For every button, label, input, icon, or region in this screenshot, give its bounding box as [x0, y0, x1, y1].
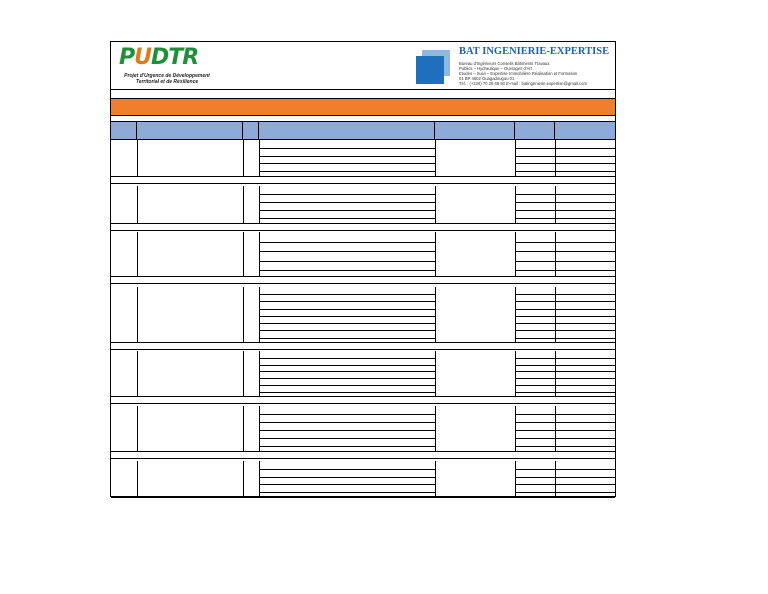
pudtr-tagline-2: Territorial et de Résilience	[135, 79, 199, 85]
table-row	[515, 358, 615, 359]
table-row	[515, 422, 615, 423]
table-row	[515, 156, 615, 157]
bat-line-2: Publics – Hydraulique – Ouvrages d'Art	[459, 66, 532, 71]
table-row	[515, 446, 615, 447]
table-row	[515, 218, 615, 219]
table-row	[515, 171, 615, 172]
bat-line-3: Etudes – Suivi – Expertise Immobilière Réalisation et Formation	[459, 71, 578, 76]
table-row	[259, 392, 435, 393]
table-row	[515, 242, 615, 243]
column-divider	[555, 287, 556, 342]
column-divider	[435, 351, 436, 396]
column-divider	[137, 186, 138, 223]
group-separator	[111, 183, 615, 184]
table-row	[259, 171, 435, 172]
column-divider	[243, 140, 244, 176]
table-row	[259, 294, 435, 295]
table-row	[515, 492, 615, 493]
table-row	[259, 330, 435, 331]
table-row	[515, 261, 615, 262]
header-cell-7	[555, 122, 615, 139]
table-row	[259, 438, 435, 439]
bat-title: BAT INGENIERIE-EXPERTISE	[459, 46, 610, 57]
header-cell-5	[435, 122, 515, 139]
bat-line-1: Bureau d'Ingénieurs Conseils Bâtiments Travaux	[459, 61, 550, 66]
pudtr-tagline-1: Projet d'Urgence de Développement	[124, 73, 210, 79]
group-separator	[111, 403, 615, 404]
group-separator	[111, 276, 615, 277]
table-row	[259, 194, 435, 195]
group-separator	[111, 458, 615, 459]
column-divider	[259, 287, 260, 342]
table-row	[259, 414, 435, 415]
table-row	[515, 378, 615, 379]
table-row	[515, 392, 615, 393]
column-divider	[243, 232, 244, 276]
sheet-header	[111, 42, 615, 90]
table-row	[515, 309, 615, 310]
table-row	[259, 242, 435, 243]
column-divider	[435, 287, 436, 342]
table-row	[259, 163, 435, 164]
table-row	[515, 385, 615, 386]
table-row	[515, 294, 615, 295]
table-row	[259, 156, 435, 157]
group-separator	[111, 349, 615, 350]
column-divider	[137, 406, 138, 451]
column-divider	[137, 140, 138, 176]
column-divider	[137, 351, 138, 396]
table-row	[515, 365, 615, 366]
table-row	[515, 477, 615, 478]
table-row	[515, 330, 615, 331]
column-divider	[435, 140, 436, 176]
table-row	[259, 251, 435, 252]
column-divider	[435, 406, 436, 451]
table-row	[259, 218, 435, 219]
table-row	[515, 469, 615, 470]
column-divider	[243, 186, 244, 223]
table-row	[259, 358, 435, 359]
column-divider	[243, 287, 244, 342]
table-row	[259, 365, 435, 366]
column-divider	[137, 287, 138, 342]
table-row	[515, 251, 615, 252]
table-row	[515, 323, 615, 324]
table-row	[259, 261, 435, 262]
pudtr-logo-wordmark: PUDTR	[119, 45, 199, 70]
table-row	[515, 414, 615, 415]
table-row	[515, 316, 615, 317]
spreadsheet-sheet	[110, 41, 616, 497]
table-row	[515, 371, 615, 372]
table-row	[259, 484, 435, 485]
table-row	[259, 309, 435, 310]
bat-ingenierie-logo	[416, 46, 612, 88]
column-divider	[259, 406, 260, 451]
table-row	[259, 385, 435, 386]
table-row	[259, 477, 435, 478]
table-row	[515, 194, 615, 195]
table-row	[515, 270, 615, 271]
header-cell-4	[259, 122, 435, 139]
group-separator	[111, 230, 615, 231]
table-row	[259, 202, 435, 203]
bat-line-5: Tél. : (+226) 70 28 68 60 E-mail : batingenierie.expertise@gmail.com	[459, 81, 587, 86]
header-cell-6	[515, 122, 555, 139]
header-cell-2	[137, 122, 243, 139]
table-row	[259, 148, 435, 149]
table-row	[259, 323, 435, 324]
group-separator	[111, 223, 615, 224]
column-divider	[243, 461, 244, 497]
table-row	[515, 163, 615, 164]
table-row	[515, 430, 615, 431]
group-separator	[111, 451, 615, 452]
table-row	[515, 148, 615, 149]
column-divider	[243, 406, 244, 451]
building-cube-icon	[416, 50, 452, 84]
column-divider	[555, 406, 556, 451]
column-divider	[435, 186, 436, 223]
table-row	[259, 422, 435, 423]
column-divider	[137, 232, 138, 276]
column-header-row	[111, 122, 615, 140]
table-row	[259, 492, 435, 493]
table-row	[515, 202, 615, 203]
column-divider	[137, 461, 138, 497]
group-separator	[111, 342, 615, 343]
table-row	[259, 378, 435, 379]
blank-band	[111, 90, 615, 99]
table-row	[515, 438, 615, 439]
table-row	[515, 301, 615, 302]
group-separator	[111, 396, 615, 397]
table-row	[259, 316, 435, 317]
column-divider	[515, 406, 516, 451]
pudtr-logo	[115, 46, 215, 86]
table-row	[515, 484, 615, 485]
table-row	[259, 301, 435, 302]
table-row	[515, 210, 615, 211]
orange-title-band	[111, 99, 615, 116]
column-divider	[515, 287, 516, 342]
group-separator	[111, 497, 615, 498]
table-row	[259, 338, 435, 339]
table-row	[515, 338, 615, 339]
group-separator	[111, 176, 615, 177]
table-row	[259, 430, 435, 431]
table-row	[259, 469, 435, 470]
table-row	[259, 210, 435, 211]
table-row	[259, 446, 435, 447]
bat-line-4: 01 BP 4602 Ouagadougou 01	[459, 76, 515, 81]
column-divider	[435, 461, 436, 497]
header-cell-1	[111, 122, 137, 139]
table-row	[259, 371, 435, 372]
table-row	[259, 270, 435, 271]
column-divider	[243, 351, 244, 396]
group-separator	[111, 283, 615, 284]
header-cell-3	[243, 122, 259, 139]
column-divider	[435, 232, 436, 276]
